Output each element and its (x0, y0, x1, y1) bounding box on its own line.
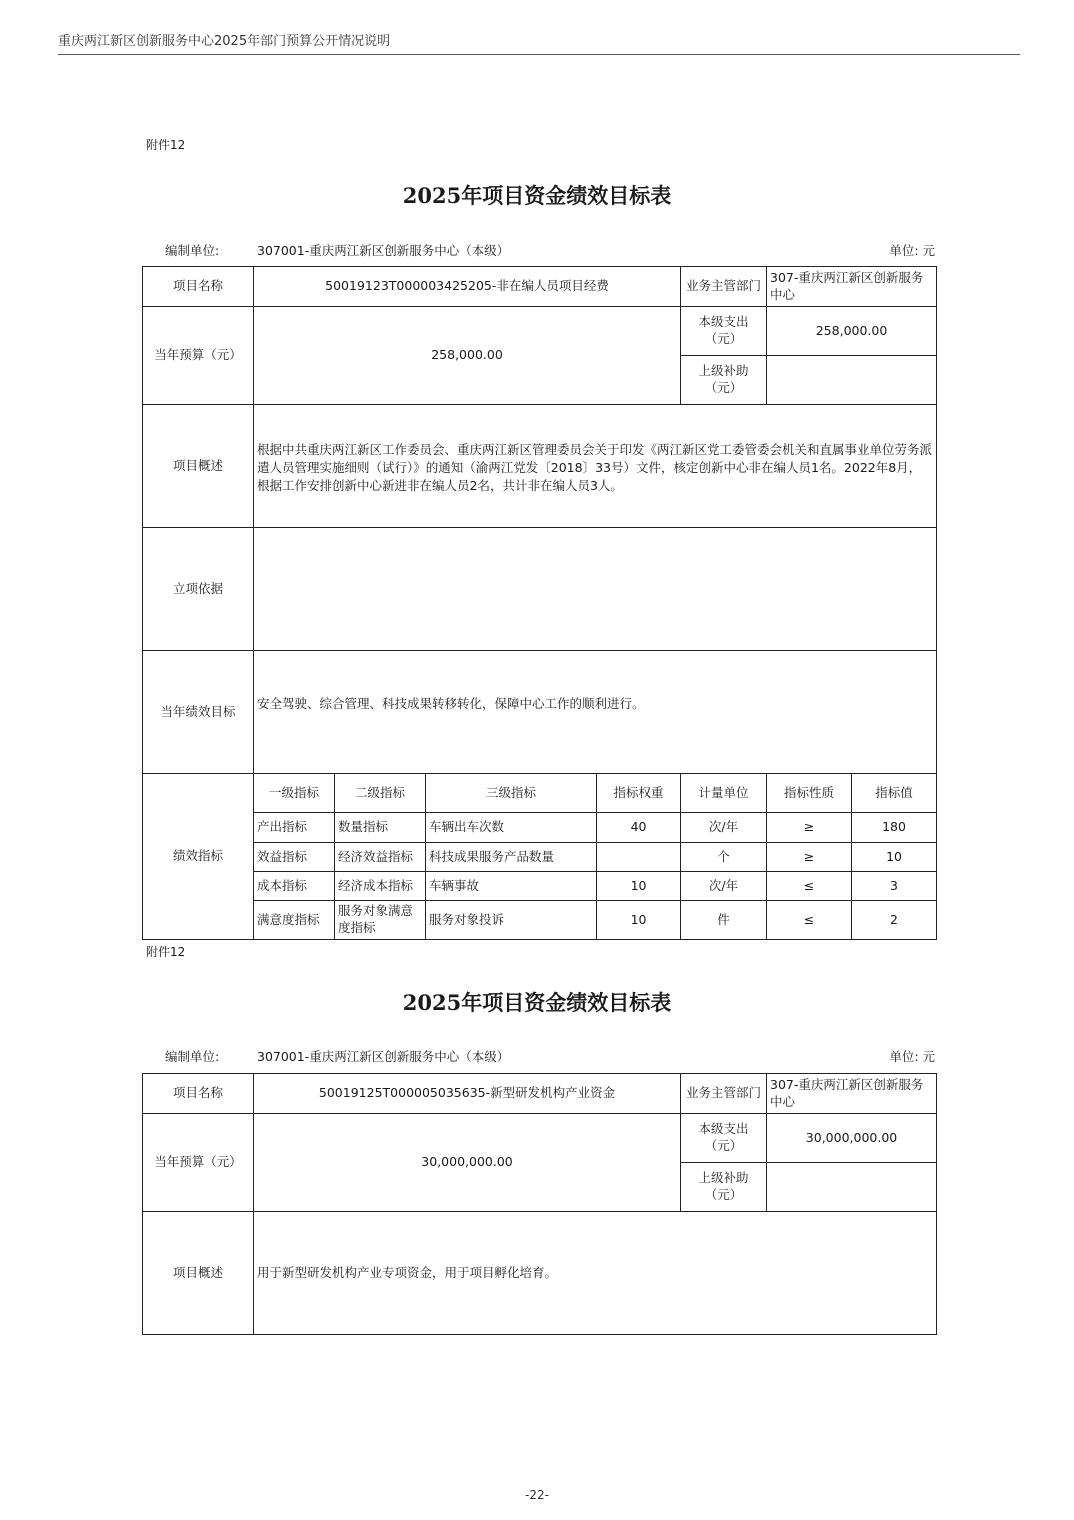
indicator-cell: 服务对象满意度指标 (335, 901, 426, 940)
table-row (143, 872, 937, 901)
table-row (143, 813, 937, 843)
basis-text (254, 528, 937, 651)
table-row (143, 843, 937, 872)
label-upper-subsidy: 上级补助（元） (681, 1163, 767, 1212)
indicator-cell: 180 (852, 813, 937, 843)
header-divider (58, 54, 1020, 55)
indicator-cell: 经济成本指标 (335, 872, 426, 901)
project-name-value: 50019123T000003425205-非在编人员项目经费 (254, 267, 681, 307)
indicator-cell: ≤ (767, 901, 852, 940)
label-own-spend: 本级支出（元） (681, 307, 767, 356)
currency-unit: 单位: 元 (889, 1049, 935, 1064)
indicator-cell: 数量指标 (335, 813, 426, 843)
label-dept: 业务主管部门 (681, 1074, 767, 1114)
indicator-cell: 科技成果服务产品数量 (426, 843, 597, 872)
budget-value: 258,000.00 (254, 307, 681, 405)
attachment-label: 附件12 (146, 945, 186, 959)
performance-table-2 (142, 1073, 937, 1335)
indicator-cell: 件 (681, 901, 767, 940)
indicator-cell: 40 (597, 813, 681, 843)
indicator-header: 指标值 (852, 774, 937, 813)
label-project-name: 项目名称 (143, 267, 254, 307)
label-budget: 当年预算（元） (143, 1114, 254, 1212)
goal-text: 安全驾驶、综合管理、科技成果转移转化，保障中心工作的顺利进行。 (254, 651, 937, 774)
indicator-cell: ≥ (767, 843, 852, 872)
indicator-cell (597, 843, 681, 872)
upper-subsidy-value (767, 356, 937, 405)
indicator-cell: 产出指标 (254, 813, 335, 843)
unit-value: 307001-重庆两江新区创新服务中心（本级） (257, 243, 510, 258)
indicator-cell: 车辆事故 (426, 872, 597, 901)
label-project-name: 项目名称 (143, 1074, 254, 1114)
indicator-header: 指标性质 (767, 774, 852, 813)
performance-table-1 (142, 266, 937, 940)
indicator-cell: 经济效益指标 (335, 843, 426, 872)
indicator-cell: 服务对象投诉 (426, 901, 597, 940)
attachment-label: 附件12 (146, 138, 186, 152)
indicator-cell: ≥ (767, 813, 852, 843)
page-header-title: 重庆两江新区创新服务中心2025年部门预算公开情况说明 (58, 34, 391, 49)
indicator-header: 计量单位 (681, 774, 767, 813)
indicator-cell: 车辆出车次数 (426, 813, 597, 843)
unit-value: 307001-重庆两江新区创新服务中心（本级） (257, 1049, 510, 1064)
indicator-cell: 10 (597, 901, 681, 940)
label-goal: 当年绩效目标 (143, 651, 254, 774)
indicator-cell: 满意度指标 (254, 901, 335, 940)
dept-value: 307-重庆两江新区创新服务中心 (767, 267, 937, 307)
own-spend-value: 30,000,000.00 (767, 1114, 937, 1163)
label-overview: 项目概述 (143, 405, 254, 528)
indicator-cell: 2 (852, 901, 937, 940)
label-upper-subsidy: 上级补助（元） (681, 356, 767, 405)
unit-label: 编制单位: (165, 1049, 220, 1064)
label-budget: 当年预算（元） (143, 307, 254, 405)
own-spend-value: 258,000.00 (767, 307, 937, 356)
label-indicators: 绩效指标 (143, 774, 254, 940)
label-overview: 项目概述 (143, 1212, 254, 1335)
indicator-cell: 3 (852, 872, 937, 901)
indicator-header: 指标权重 (597, 774, 681, 813)
indicator-cell: 次/年 (681, 813, 767, 843)
indicator-cell: 10 (597, 872, 681, 901)
indicator-header: 一级指标 (254, 774, 335, 813)
indicator-header: 二级指标 (335, 774, 426, 813)
dept-value: 307-重庆两江新区创新服务中心 (767, 1074, 937, 1114)
indicator-cell: 个 (681, 843, 767, 872)
upper-subsidy-value (767, 1163, 937, 1212)
label-basis: 立项依据 (143, 528, 254, 651)
budget-value: 30,000,000.00 (254, 1114, 681, 1212)
table-title: 2025年项目资金绩效目标表 (402, 183, 672, 208)
indicator-cell: ≤ (767, 872, 852, 901)
overview-text: 用于新型研发机构产业专项资金，用于项目孵化培育。 (254, 1212, 937, 1335)
table-title: 2025年项目资金绩效目标表 (402, 990, 672, 1015)
page-number: -22- (525, 1488, 549, 1502)
label-own-spend: 本级支出（元） (681, 1114, 767, 1163)
project-name-value: 50019125T000005035635-新型研发机构产业资金 (254, 1074, 681, 1114)
unit-label: 编制单位: (165, 243, 220, 258)
indicator-cell: 10 (852, 843, 937, 872)
table-row (143, 901, 937, 940)
indicator-header: 三级指标 (426, 774, 597, 813)
label-dept: 业务主管部门 (681, 267, 767, 307)
indicator-cell: 效益指标 (254, 843, 335, 872)
indicator-cell: 次/年 (681, 872, 767, 901)
overview-text: 根据中共重庆两江新区工作委员会、重庆两江新区管理委员会关于印发《两江新区党工委管委会机关和直属事业单位劳务派遣人员管理实施细则（试行）》的通知（渝两江党发〔2018〕33号）文件，核定创新中心非在编人员1名。2022年8月，根据工作安排创新中心新进非在编人员2名，共计非在编人员3人。 (254, 405, 937, 528)
currency-unit: 单位: 元 (889, 243, 935, 258)
indicator-cell: 成本指标 (254, 872, 335, 901)
